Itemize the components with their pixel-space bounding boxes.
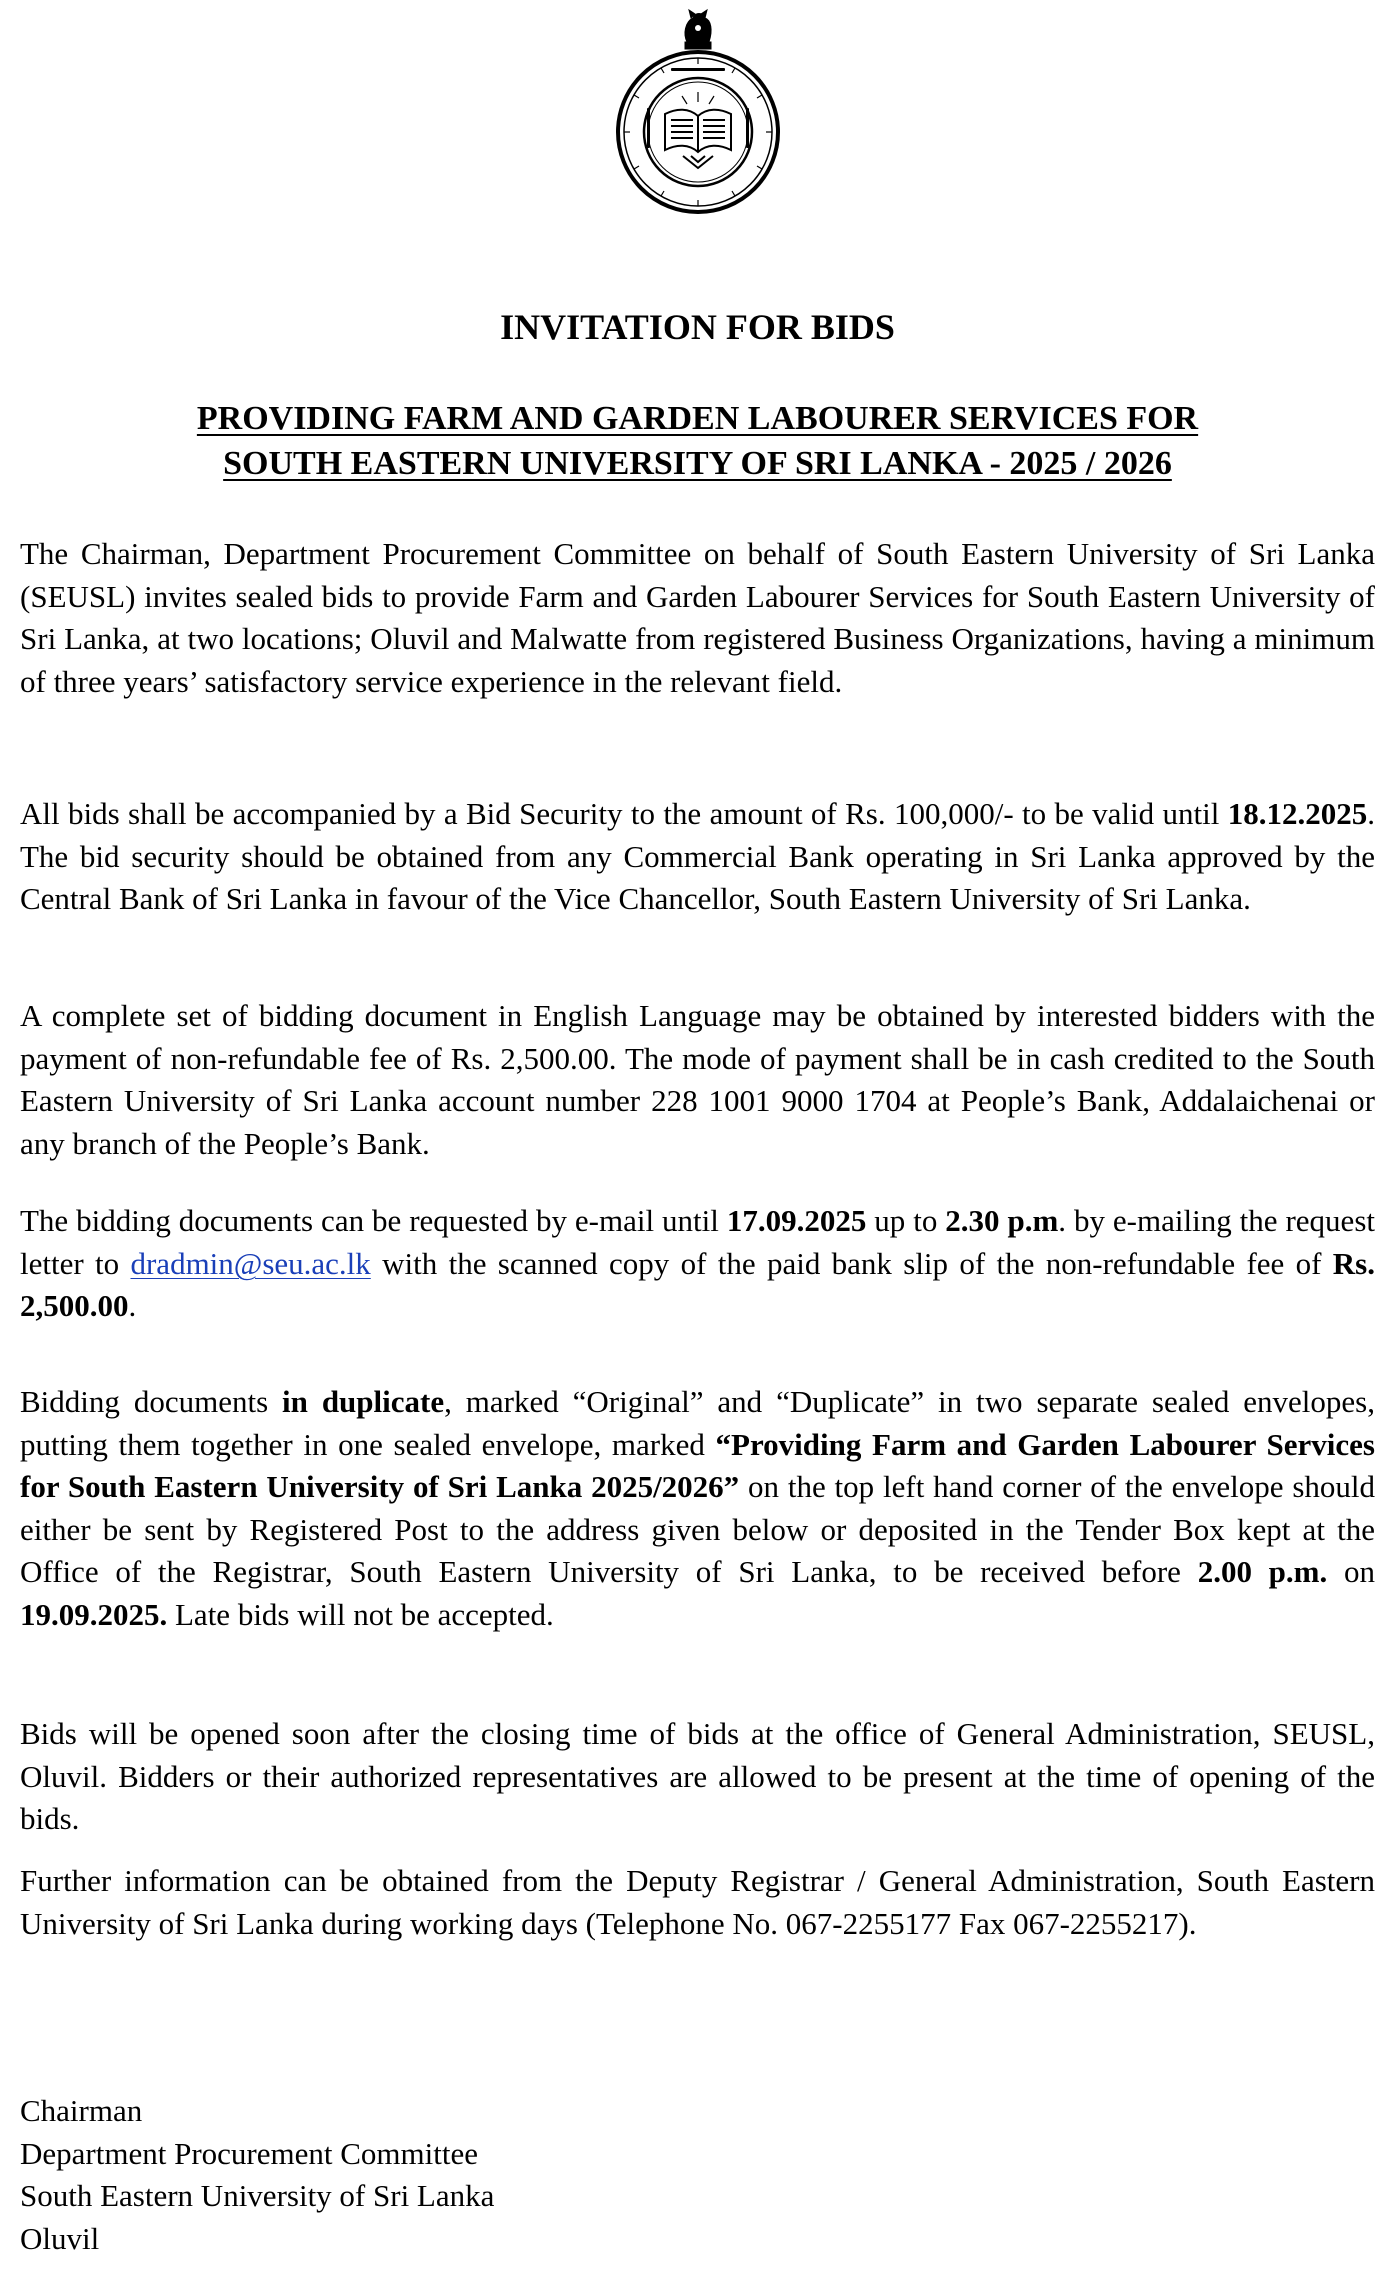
signature-line-university: South Eastern University of Sri Lanka: [20, 2178, 495, 2213]
subject-heading-line-2: SOUTH EASTERN UNIVERSITY OF SRI LANKA - 2025 / 2026: [223, 445, 1172, 482]
bid-security-text-2: . The bid security should be obtained from any Commercial Bank operating in Sri Lanka approved by the Central Bank of Sri Lanka in favour of the Vice Chancellor, South Eastern University of Sri Lanka.: [20, 796, 1375, 916]
envelope-marking: “Providing Farm and Garden Labourer Services for South Eastern University of Sri Lanka 2025/2026”: [20, 1426, 1375, 1504]
further-information-paragraph: Further information can be obtained from the Deputy Registrar / General Administration, South Eastern University of Sri Lanka during working days (Telephone No. 067-2255177 Fax 067-2255217).: [20, 1863, 1375, 1941]
submission-text-1: Bidding documents: [20, 1384, 283, 1419]
signature-line-location: Oluvil: [20, 2220, 100, 2256]
lion-crest-icon: [685, 10, 711, 49]
fee-amount: Rs. 2,500.00: [20, 1245, 1375, 1323]
email-request-text-2: up to: [866, 1203, 946, 1238]
bid-opening-paragraph: Bids will be opened soon after the closing time of bids at the office of General Administration, SEUSL, Oluvil. Bidders or their authorized representatives are allowed to be present at the time of opening of the bids.: [20, 1716, 1375, 1836]
signature-line-chairman: Chairman: [20, 2093, 143, 2128]
closing-date: 19.09.2025.: [20, 1596, 168, 1632]
submission-paragraph: [20, 1381, 1375, 1636]
submission-text-5: Late bids will not be accepted.: [167, 1596, 554, 1632]
intro-paragraph: The Chairman, Department Procurement Committee on behalf of South Eastern University of Sri Lanka (SEUSL) invites sealed bids to provide Farm and Garden Labourer Services for South Eastern University of Sri Lanka, at two locations; Oluvil and Malwatte from registered Business Organizations, having a minimum of three years’ satisfactory service experience in the relevant field.: [20, 536, 1375, 699]
bid-security-valid-date: 18.12.2025: [1227, 796, 1368, 831]
signature-line-committee: Department Procurement Committee: [20, 2135, 478, 2171]
email-request-text-4: with the scanned copy of the paid bank slip of the non-refundable fee of: [370, 1245, 1333, 1281]
email-request-text-1: The bidding documents can be requested by e-mail until: [20, 1203, 727, 1238]
submission-text-4: on: [1327, 1554, 1375, 1589]
bid-security-text-1: All bids shall be accompanied by a Bid Security to the amount of Rs. 100,000/- to be valid until: [20, 796, 1228, 831]
bidding-document-fee-paragraph: A complete set of bidding document in English Language may be obtained by interested bidders with the payment of non-refundable fee of Rs. 2,500.00. The mode of payment shall be in cash credited to the South Eastern University of Sri Lanka account number 228 1001 9000 1704 at People’s Bank, Addalaichenai or any branch of the People’s Bank.: [20, 998, 1375, 1161]
submission-text-2: , marked “Original” and “Duplicate” in two separate sealed envelopes, putting them together in one sealed envelope, marked: [20, 1384, 1375, 1462]
email-request-text-5: .: [128, 1288, 137, 1323]
page-title: INVITATION FOR BIDS: [500, 307, 895, 347]
admin-email-link[interactable]: dradmin@seu.ac.lk: [130, 1245, 371, 1281]
submission-text-3: on the top left hand corner of the envelope should either be sent by Registered Post to the address given below or deposited in the Tender Box kept at the Office of the Registrar, South Eastern University of Sri Lanka, to be received before: [20, 1469, 1375, 1589]
open-book-icon: [665, 110, 731, 152]
bid-security-paragraph: [20, 793, 1375, 921]
request-deadline-date: 17.09.2025: [726, 1203, 867, 1238]
subject-heading-line-1: PROVIDING FARM AND GARDEN LABOURER SERVICES FOR: [196, 400, 1199, 437]
request-deadline-time: 2.30 p.m: [945, 1203, 1059, 1238]
signature-block: [20, 2090, 494, 2260]
in-duplicate-emphasis: in duplicate: [282, 1384, 445, 1419]
closing-time: 2.00 p.m.: [1197, 1554, 1328, 1589]
emblem-icon: [607, 8, 789, 218]
email-request-paragraph: [20, 1200, 1375, 1328]
university-emblem-logo: [607, 8, 789, 218]
email-request-text-3: . by e-mailing the request letter to: [20, 1203, 1375, 1281]
